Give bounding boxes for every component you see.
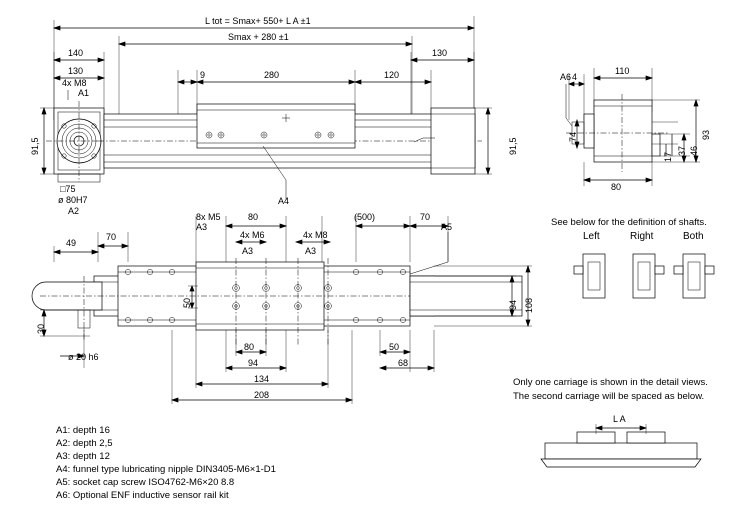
dim-208: 208 bbox=[254, 390, 270, 400]
dim-17: 17 bbox=[663, 151, 673, 162]
dim-80-plan-top: 80 bbox=[248, 212, 259, 222]
dim-overall-length: L tot = Smax+ 550+ L A ±1 bbox=[205, 16, 311, 26]
dim-120: 120 bbox=[384, 70, 400, 80]
callout-a4: A4 bbox=[278, 196, 290, 206]
dim-130-left: 130 bbox=[68, 66, 84, 76]
legend-a5: A5: socket cap screw ISO4762-M6×20 8.8 bbox=[56, 477, 235, 488]
legend-a2: A2: depth 2,5 bbox=[56, 438, 113, 449]
carriage-note-dim: L A bbox=[613, 414, 626, 424]
dim-108-height: 108 bbox=[524, 297, 534, 313]
dim-shaft-20h6: ø 20 h6 bbox=[68, 352, 99, 362]
dim-80-plan: 80 bbox=[244, 342, 255, 352]
dim-110: 110 bbox=[615, 66, 630, 76]
dim-280: 280 bbox=[264, 70, 280, 80]
dim-134: 134 bbox=[254, 374, 270, 384]
label-4xm8-top: 4x M8 bbox=[62, 78, 87, 88]
dim-93: 93 bbox=[701, 129, 711, 140]
callout-a1: A1 bbox=[78, 88, 90, 98]
dim-80-section: 80 bbox=[611, 182, 622, 192]
dim-70-right: 70 bbox=[420, 212, 431, 222]
callout-a6: A6 bbox=[560, 72, 572, 82]
shaft-note-heading: See below for the definition of shafts. bbox=[551, 217, 707, 228]
dim-94: 94 bbox=[248, 358, 259, 368]
dim-46: 46 bbox=[689, 145, 699, 156]
dim-37: 37 bbox=[677, 145, 687, 156]
dim-4: 4 bbox=[572, 72, 578, 82]
shaft-option-left: Left bbox=[583, 231, 600, 242]
legend-a4: A4: funnel type lubricating nipple DIN3405-M6×1-D1 bbox=[56, 464, 276, 475]
dim-smax-280: Smax + 280 ±1 bbox=[228, 32, 289, 42]
dim-130-right: 130 bbox=[432, 48, 448, 58]
dim-height-915-right: 91,5 bbox=[508, 137, 518, 155]
callout-a3-mid: A3 bbox=[242, 246, 254, 256]
dim-140: 140 bbox=[68, 48, 84, 58]
legend-a1: A1: depth 16 bbox=[56, 425, 110, 436]
dim-bore-80h7: ø 80H7 bbox=[58, 195, 88, 205]
callout-a5: A5 bbox=[441, 222, 453, 232]
callout-a3-left: A3 bbox=[196, 222, 208, 232]
shaft-option-both: Both bbox=[683, 231, 704, 242]
callout-a2: A2 bbox=[68, 206, 80, 216]
callout-a3-right: A3 bbox=[305, 246, 317, 256]
carriage-note-line1: Only one carriage is shown in the detail views. bbox=[513, 377, 708, 388]
dim-9: 9 bbox=[200, 70, 206, 80]
dim-94-height: 94 bbox=[508, 299, 518, 310]
dim-70: 70 bbox=[106, 232, 117, 242]
shaft-option-right: Right bbox=[630, 231, 654, 242]
dim-4xm6: 4x M6 bbox=[240, 230, 265, 240]
legend-a3: A3: depth 12 bbox=[56, 451, 110, 462]
dim-height-915-left: 91,5 bbox=[30, 137, 40, 155]
dim-68: 68 bbox=[398, 358, 409, 368]
dim-square-75: □75 bbox=[60, 184, 76, 194]
dim-4xm8-plan: 4x M8 bbox=[303, 230, 328, 240]
dim-30: 30 bbox=[36, 323, 46, 334]
dim-74: 74 bbox=[568, 131, 578, 142]
dim-8xm5: 8x M5 bbox=[196, 212, 221, 222]
dim-49: 49 bbox=[66, 238, 77, 248]
dim-500: (500) bbox=[354, 212, 376, 222]
carriage-note-line2: The second carriage will be spaced as below. bbox=[513, 391, 705, 402]
dim-50-plan: 50 bbox=[182, 297, 192, 308]
dim-50-right: 50 bbox=[389, 342, 400, 352]
legend-a6: A6: Optional ENF inductive sensor rail kit bbox=[56, 490, 229, 501]
